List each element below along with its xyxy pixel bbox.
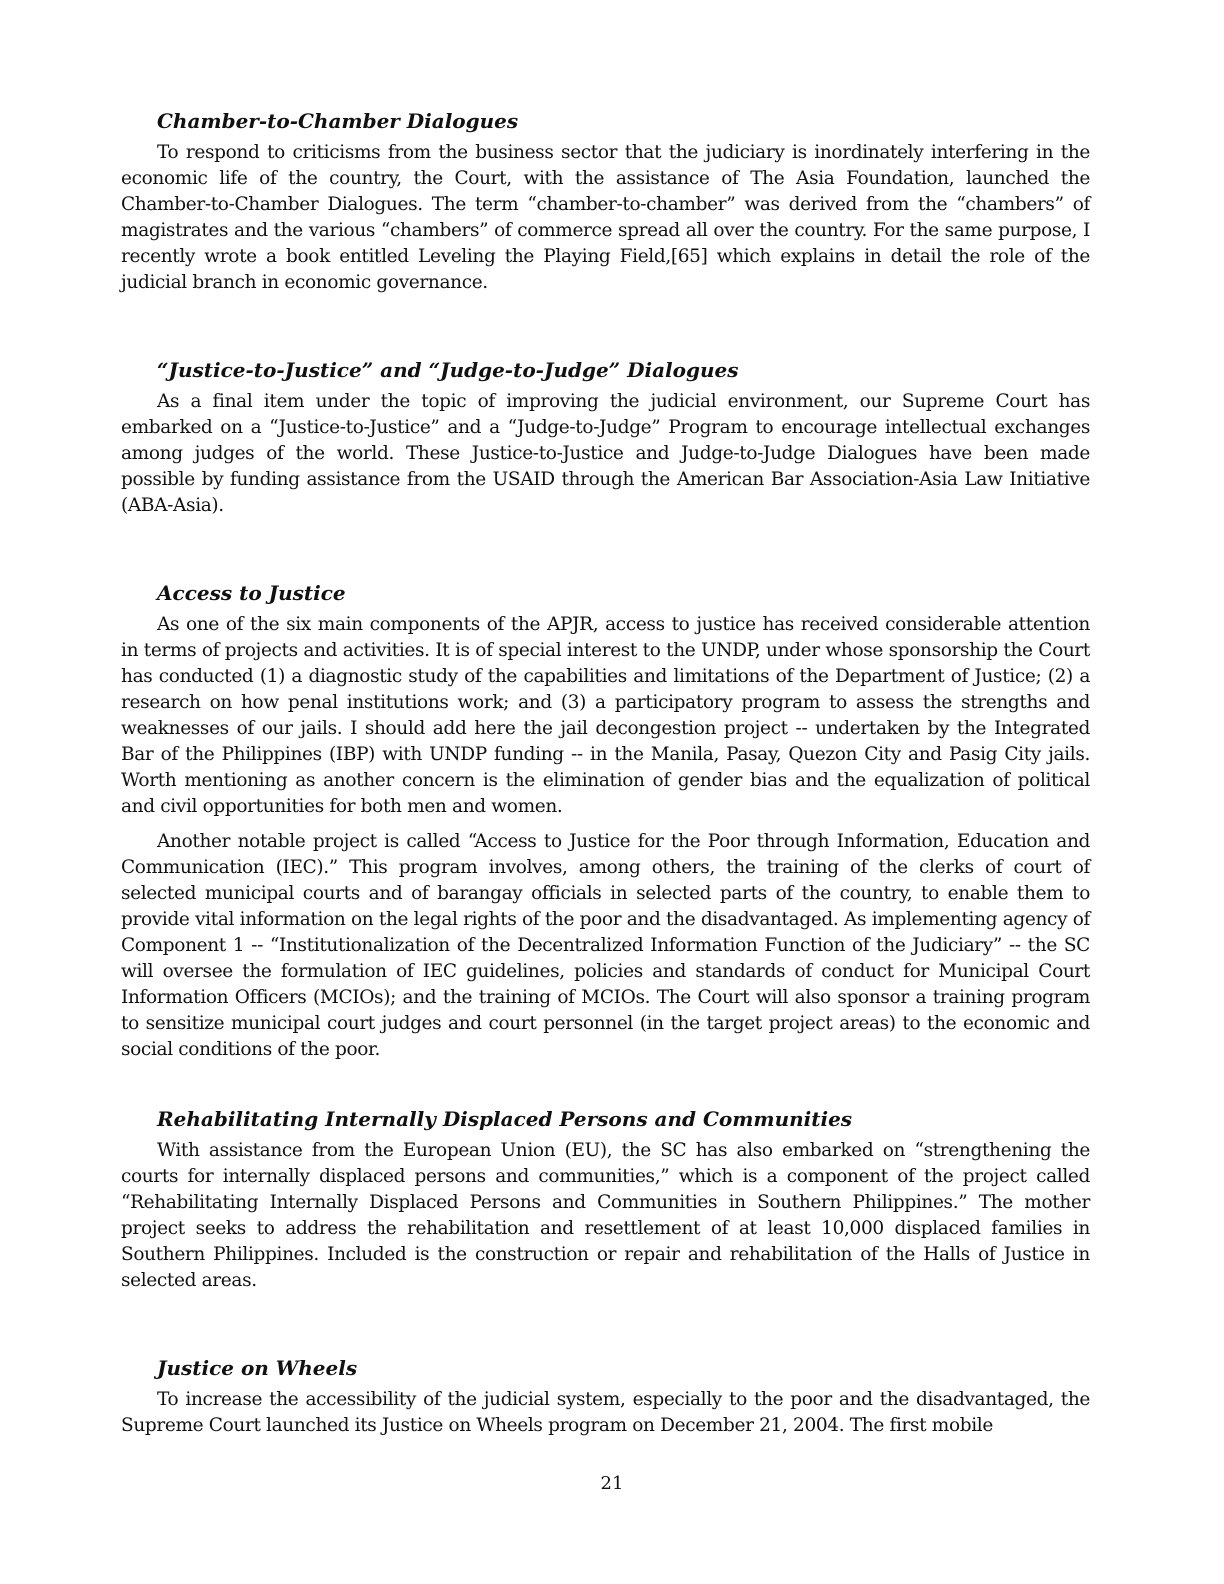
section-spacer — [121, 1072, 1090, 1106]
section-heading: Chamber-to-Chamber Dialogues — [157, 109, 519, 133]
paragraph: To increase the accessibility of the judicial system, especially to the poor and the disadvantaged, the Supreme Court launched its Justice on Wheels program on December 21, 2004. The first mobile — [121, 1389, 1090, 1436]
section-access-to-justice — [121, 580, 1090, 1063]
document-page — [121, 108, 1090, 1448]
paragraph: As a final item under the topic of improving the judicial environment, our Supreme Court has embarked on a “Justice-to-Justice” and a “Judge-to-Judge” Program to encourage intellectual exchanges among judges of the world. These Justice-to-Justice and Judge-to-Judge Dialogues have been made possible by funding assistance from the USAID through the American Bar Association-Asia Law Initiative (ABA-Asia). — [121, 391, 1090, 516]
section-heading: “Justice-to-Justice” and “Judge-to-Judge” Dialogues — [157, 358, 739, 382]
page-number: 21 — [600, 1473, 624, 1494]
section-spacer — [121, 528, 1090, 580]
section-heading: Justice on Wheels — [157, 1356, 358, 1380]
section-justice-on-wheels — [121, 1355, 1090, 1439]
paragraph: Another notable project is called “Access to Justice for the Poor through Information, Education and Communication (IEC).” This program involves, among others, the training of the clerks of court of selected municipal courts and of barangay officials in selected parts of the country, to enable them to provide vital information on the legal rights of the poor and the disadvantaged. As implementing agency of Component 1 -- “Institutionalization of the Decentralized Information Function of the Judiciary” -- the SC will oversee the formulation of IEC guidelines, policies and standards of conduct for Municipal Court Information Officers (MCIOs); and the training of MCIOs. The Court will also sponsor a training program to sensitize municipal court judges and court personnel (in the target project areas) to the economic and social conditions of the poor. — [121, 831, 1090, 1060]
section-rehabilitating-idp — [121, 1106, 1090, 1294]
section-heading: Access to Justice — [157, 581, 346, 605]
section-spacer — [121, 305, 1090, 357]
paragraph: To respond to criticisms from the business sector that the judiciary is inordinately interfering in the economic life of the country, the Court, with the assistance of The Asia Foundation, launched the Chamber-to-Chamber Dialogues. The term “chamber-to-chamber” was derived from the “chambers” of magistrates and the various “chambers” of commerce spread all over the country. For the same purpose, I recently wrote a book entitled Leveling the Playing Field,[65] which explains in detail the role of the judicial branch in economic governance. — [121, 142, 1090, 293]
paragraph: With assistance from the European Union (EU), the SC has also embarked on “strengthening the courts for internally displaced persons and communities,” which is a component of the project called “Rehabilitating Internally Displaced Persons and Communities in Southern Philippines.” The mother project seeks to address the rehabilitation and resettlement of at least 10,000 displaced families in Southern Philippines. Included is the construction or repair and rehabilitation of the Halls of Justice in selected areas. — [121, 1140, 1090, 1291]
section-chamber-to-chamber — [121, 108, 1090, 296]
paragraph: As one of the six main components of the APJR, access to justice has received considerable attention in terms of projects and activities. It is of special interest to the UNDP, under whose sponsorship the Court has conducted (1) a diagnostic study of the capabilities and limitations of the Department of Justice; (2) a research on how penal institutions work; and (3) a participatory program to assess the strengths and weaknesses of our jails. I should add here the jail decongestion project -- undertaken by the Integrated Bar of the Philippines (IBP) with UNDP funding -- in the Manila, Pasay, Quezon City and Pasig City jails. Worth mentioning as another concern is the elimination of gender bias and the equalization of political and civil opportunities for both men and women. — [121, 614, 1090, 817]
section-spacer — [121, 1303, 1090, 1355]
section-justice-dialogues — [121, 357, 1090, 519]
section-heading: Rehabilitating Internally Displaced Persons and Communities — [157, 1107, 853, 1131]
